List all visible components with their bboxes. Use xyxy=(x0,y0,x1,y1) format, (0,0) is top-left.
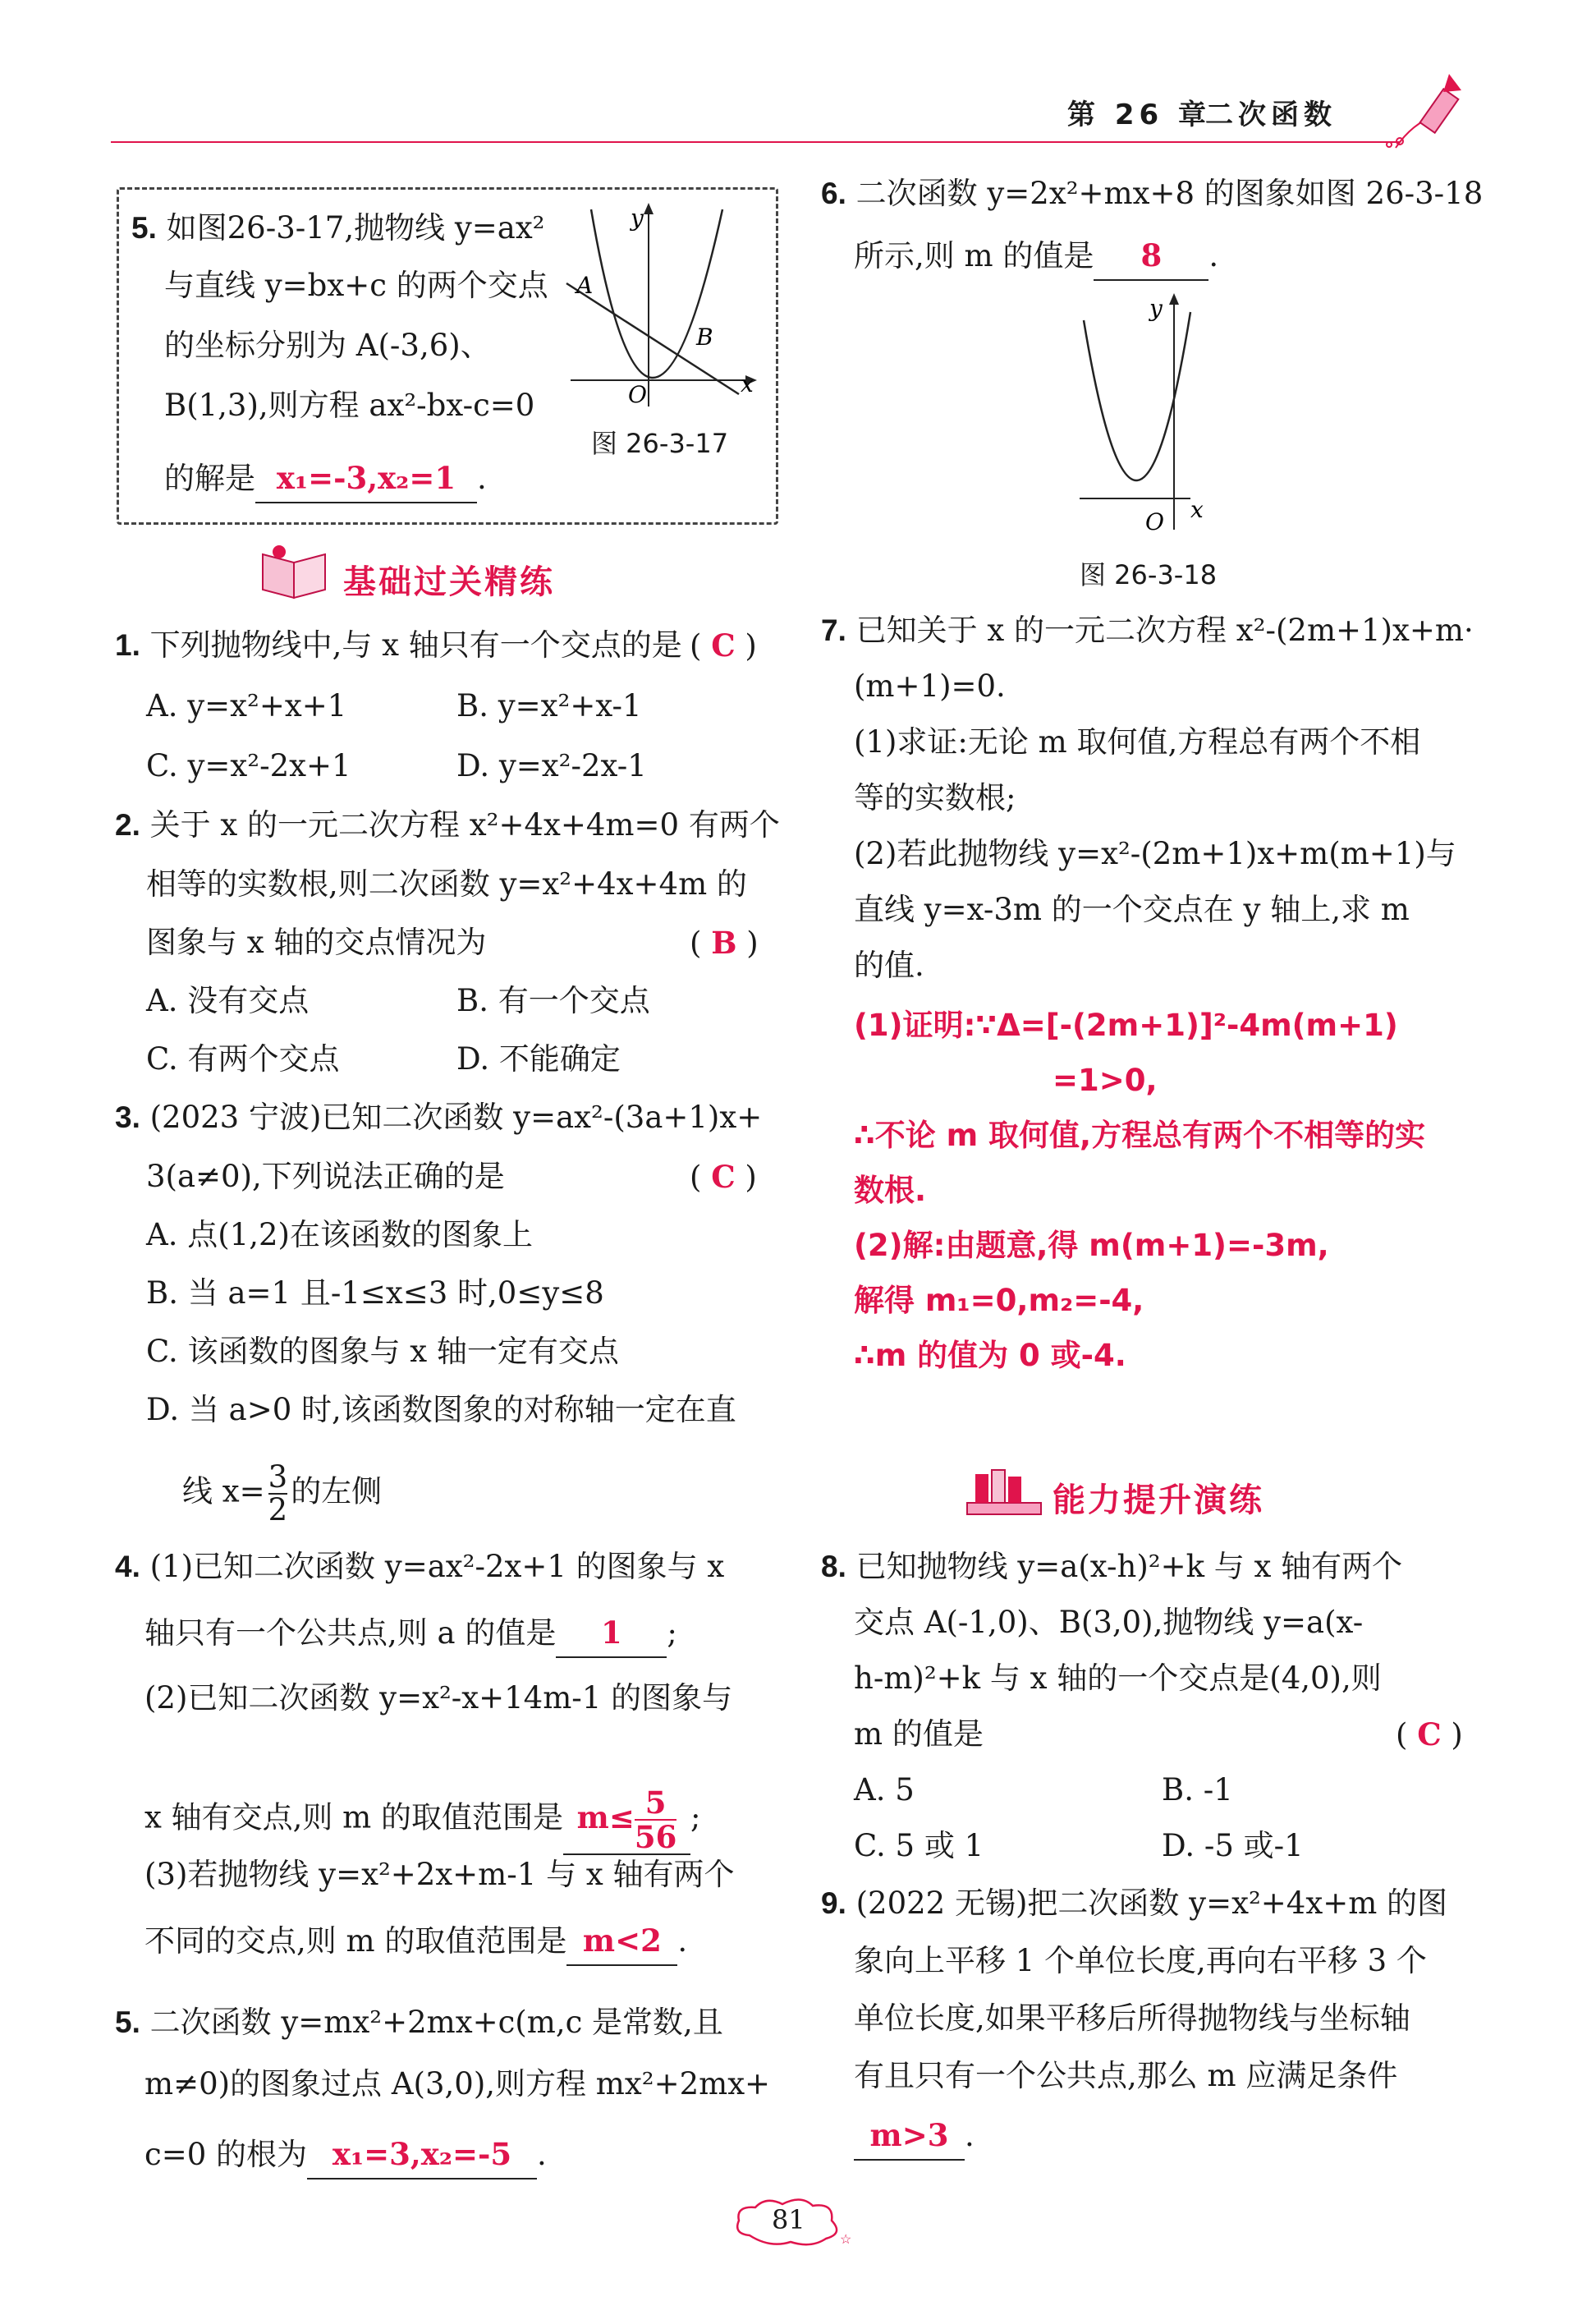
q7-line4: 等的实数根; xyxy=(854,780,1016,815)
q4-part1-line1: 4. (1)已知二次函数 y=ax²-2x+1 的图象与 x xyxy=(115,1549,725,1584)
q3-answer: C xyxy=(711,1159,736,1195)
q1-option-a: A. y=x²+x+1 xyxy=(146,688,347,723)
box5-line2: 与直线 y=bx+c 的两个交点 xyxy=(164,268,548,303)
q7-line5: (2)若此抛物线 y=x²-(2m+1)x+m(m+1)与 xyxy=(854,836,1456,871)
chapter-title: 二次函数 xyxy=(1205,99,1337,131)
q9-line5: m>3 . xyxy=(854,2112,975,2161)
bookshelf-icon xyxy=(961,1462,1047,1523)
q1-option-d: D. y=x²-2x-1 xyxy=(456,748,647,783)
figure-26-3-17-caption: 图 26-3-17 xyxy=(591,428,729,459)
q3-option-b: B. 当 a=1 且-1≤x≤3 时,0≤y≤8 xyxy=(146,1275,604,1311)
q9-answer: m>3 xyxy=(869,2117,949,2153)
q7-solution-3: ∴不论 m 取何值,方程总有两个不相等的实 xyxy=(854,1118,1426,1153)
fig17-b-label: B xyxy=(696,324,713,351)
q8-option-b: B. -1 xyxy=(1162,1772,1233,1807)
q9-line2: 象向上平移 1 个单位长度,再向右平移 3 个 xyxy=(854,1943,1427,1978)
fig17-y-label: y xyxy=(631,204,644,232)
box5-line4: B(1,3),则方程 ax²-bx-c=0 xyxy=(164,388,535,423)
q5b-line1: 5. 二次函数 y=mx²+2mx+c(m,c 是常数,且 xyxy=(115,2005,723,2040)
box5-number: 5. xyxy=(131,211,157,245)
q9-line1: 9. (2022 无锡)把二次函数 y=x²+4x+m 的图 xyxy=(821,1886,1448,1921)
q6-answer: 8 xyxy=(1140,237,1163,273)
figure-26-3-18-caption: 图 26-3-18 xyxy=(1080,559,1218,590)
q3-line2: 3(a≠0),下列说法正确的是 xyxy=(146,1159,505,1194)
q7-line3: (1)求证:无论 m 取何值,方程总有两个不相 xyxy=(854,724,1421,760)
q4-part3-line1: (3)若抛物线 y=x²+2x+m-1 与 x 轴有两个 xyxy=(144,1857,735,1892)
q7-solution-7: ∴m 的值为 0 或-4. xyxy=(854,1338,1126,1373)
q4-part2-line1: (2)已知二次函数 y=x²-x+14m-1 的图象与 xyxy=(144,1680,733,1716)
book-icon xyxy=(255,542,337,604)
q4-answer-2: m≤ $\frac{5}{56}$ xyxy=(576,1784,677,1855)
q4-part3-line2: 不同的交点,则 m 的取值范围是 m<2 . xyxy=(144,1918,687,1966)
q3-option-c: C. 该函数的图象与 x 轴一定有交点 xyxy=(146,1334,619,1369)
section-ability-title: 能力提升演练 xyxy=(1053,1481,1264,1519)
q2-option-b: B. 有一个交点 xyxy=(456,983,650,1018)
q2-line2: 相等的实数根,则二次函数 y=x²+4x+4m 的 xyxy=(146,866,747,902)
q7-solution-2: =1>0, xyxy=(1053,1063,1158,1098)
q4-part1-line2: 轴只有一个公共点,则 a 的值是 1 ; xyxy=(144,1610,677,1658)
q6-line1: 6. 二次函数 y=2x²+mx+8 的图象如图 26-3-18 xyxy=(821,176,1484,211)
box5-line3: 的坐标分别为 A(-3,6)、 xyxy=(164,328,491,363)
box5-line1: 5. 如图26-3-17,抛物线 y=ax² xyxy=(131,210,545,246)
q7-line6: 直线 y=x-3m 的一个交点在 y 轴上,求 m xyxy=(854,892,1410,927)
q9-line3: 单位长度,如果平移后所得抛物线与坐标轴 xyxy=(854,2000,1410,2036)
q8-option-d: D. -5 或-1 xyxy=(1162,1828,1304,1863)
q2-answer-paren: ( B ) xyxy=(690,925,759,961)
q3-option-a: A. 点(1,2)在该函数的图象上 xyxy=(146,1217,533,1252)
q8-option-c: C. 5 或 1 xyxy=(854,1828,984,1863)
fig17-origin-label: O xyxy=(628,381,647,408)
q7-line7: 的值. xyxy=(854,948,924,983)
fig18-origin-label: O xyxy=(1145,508,1164,535)
q5b-line2: m≠0)的图象过点 A(3,0),则方程 mx²+2mx+ xyxy=(144,2066,771,2101)
box5-answer: x₁=-3,x₂=1 xyxy=(276,460,456,496)
q4-part2-line2: x 轴有交点,则 m 的取值范围是 m≤ $\frac{5}{56}$ ; xyxy=(144,1784,701,1855)
q2-option-d: D. 不能确定 xyxy=(456,1041,621,1077)
q8-option-a: A. 5 xyxy=(854,1772,915,1807)
q3-fraction-denominator: 2 xyxy=(268,1492,288,1527)
fig18-y-label: y xyxy=(1149,295,1163,322)
page-number: 81 xyxy=(772,2204,805,2235)
q9-line4: 有且只有一个公共点,那么 m 应满足条件 xyxy=(854,2058,1398,2093)
q3-fraction-numerator: 3 xyxy=(268,1459,288,1495)
q1-answer-paren: ( C ) xyxy=(690,627,757,664)
fig17-a-label: A xyxy=(576,272,594,299)
q8-line4: m 的值是 xyxy=(854,1716,984,1752)
q2-option-c: C. 有两个交点 xyxy=(146,1041,340,1077)
q3-line1: 3. (2023 宁波)已知二次函数 y=ax²-(3a+1)x+ xyxy=(115,1100,763,1135)
q7-solution-1: (1)证明:∵Δ=[-(2m+1)]²-4m(m+1) xyxy=(854,1008,1398,1043)
box5-line5: 的解是 x₁=-3,x₂=1 . xyxy=(164,455,487,503)
q6-line2: 所示,则 m 的值是 8 . xyxy=(854,232,1218,281)
section-basic-title: 基础过关精练 xyxy=(343,563,555,601)
svg-text:☆: ☆ xyxy=(840,2231,852,2247)
header-rule xyxy=(111,141,1400,143)
figure-26-3-17 xyxy=(558,201,764,415)
fig18-x-label: x xyxy=(1190,496,1204,523)
q3-option-d-cont: 线 x= $\frac{3}{2}$ 的左侧 xyxy=(182,1459,383,1527)
q4-answer-1: 1 xyxy=(600,1615,622,1651)
q1-answer: C xyxy=(711,627,736,664)
q8-answer-paren: ( C ) xyxy=(1396,1716,1463,1752)
figure-26-3-18 xyxy=(1067,292,1248,538)
q5b-line3: c=0 的根为 x₁=3,x₂=-5 . xyxy=(144,2131,547,2179)
q7-solution-5: (2)解:由题意,得 m(m+1)=-3m, xyxy=(854,1228,1329,1263)
q1-option-c: C. y=x²-2x+1 xyxy=(146,748,351,783)
q8-line3: h-m)²+k 与 x 轴的一个交点是(4,0),则 xyxy=(854,1660,1382,1696)
q8-line2: 交点 A(-1,0)、B(3,0),抛物线 y=a(x- xyxy=(854,1605,1364,1640)
q4-answer-3: m<2 xyxy=(582,1922,662,1959)
q8-answer: C xyxy=(1417,1716,1442,1752)
q7-line2: (m+1)=0. xyxy=(854,668,1006,704)
fig17-x-label: x xyxy=(741,370,754,397)
q5b-answer: x₁=3,x₂=-5 xyxy=(332,2136,512,2172)
q2-option-a: A. 没有交点 xyxy=(146,983,310,1018)
q8-line1: 8. 已知抛物线 y=a(x-h)²+k 与 x 轴有两个 xyxy=(821,1549,1403,1584)
q2-line1: 2. 关于 x 的一元二次方程 x²+4x+4m=0 有两个 xyxy=(115,807,780,843)
q7-line1: 7. 已知关于 x 的一元二次方程 x²-(2m+1)x+m· xyxy=(821,613,1474,648)
q3-option-d: D. 当 a>0 时,该函数图象的对称轴一定在直 xyxy=(146,1392,736,1427)
q7-solution-4: 数根. xyxy=(854,1173,927,1208)
q1-option-b: B. y=x²+x-1 xyxy=(456,688,642,723)
q7-solution-6: 解得 m₁=0,m₂=-4, xyxy=(854,1283,1144,1318)
q1-stem: 1. 下列抛物线中,与 x 轴只有一个交点的是 xyxy=(115,627,682,663)
chapter-label: 第 26 章 xyxy=(1067,99,1211,131)
q2-answer: B xyxy=(711,925,737,961)
q3-answer-paren: ( C ) xyxy=(690,1159,757,1195)
q2-line3: 图象与 x 轴的交点情况为 xyxy=(146,925,487,960)
